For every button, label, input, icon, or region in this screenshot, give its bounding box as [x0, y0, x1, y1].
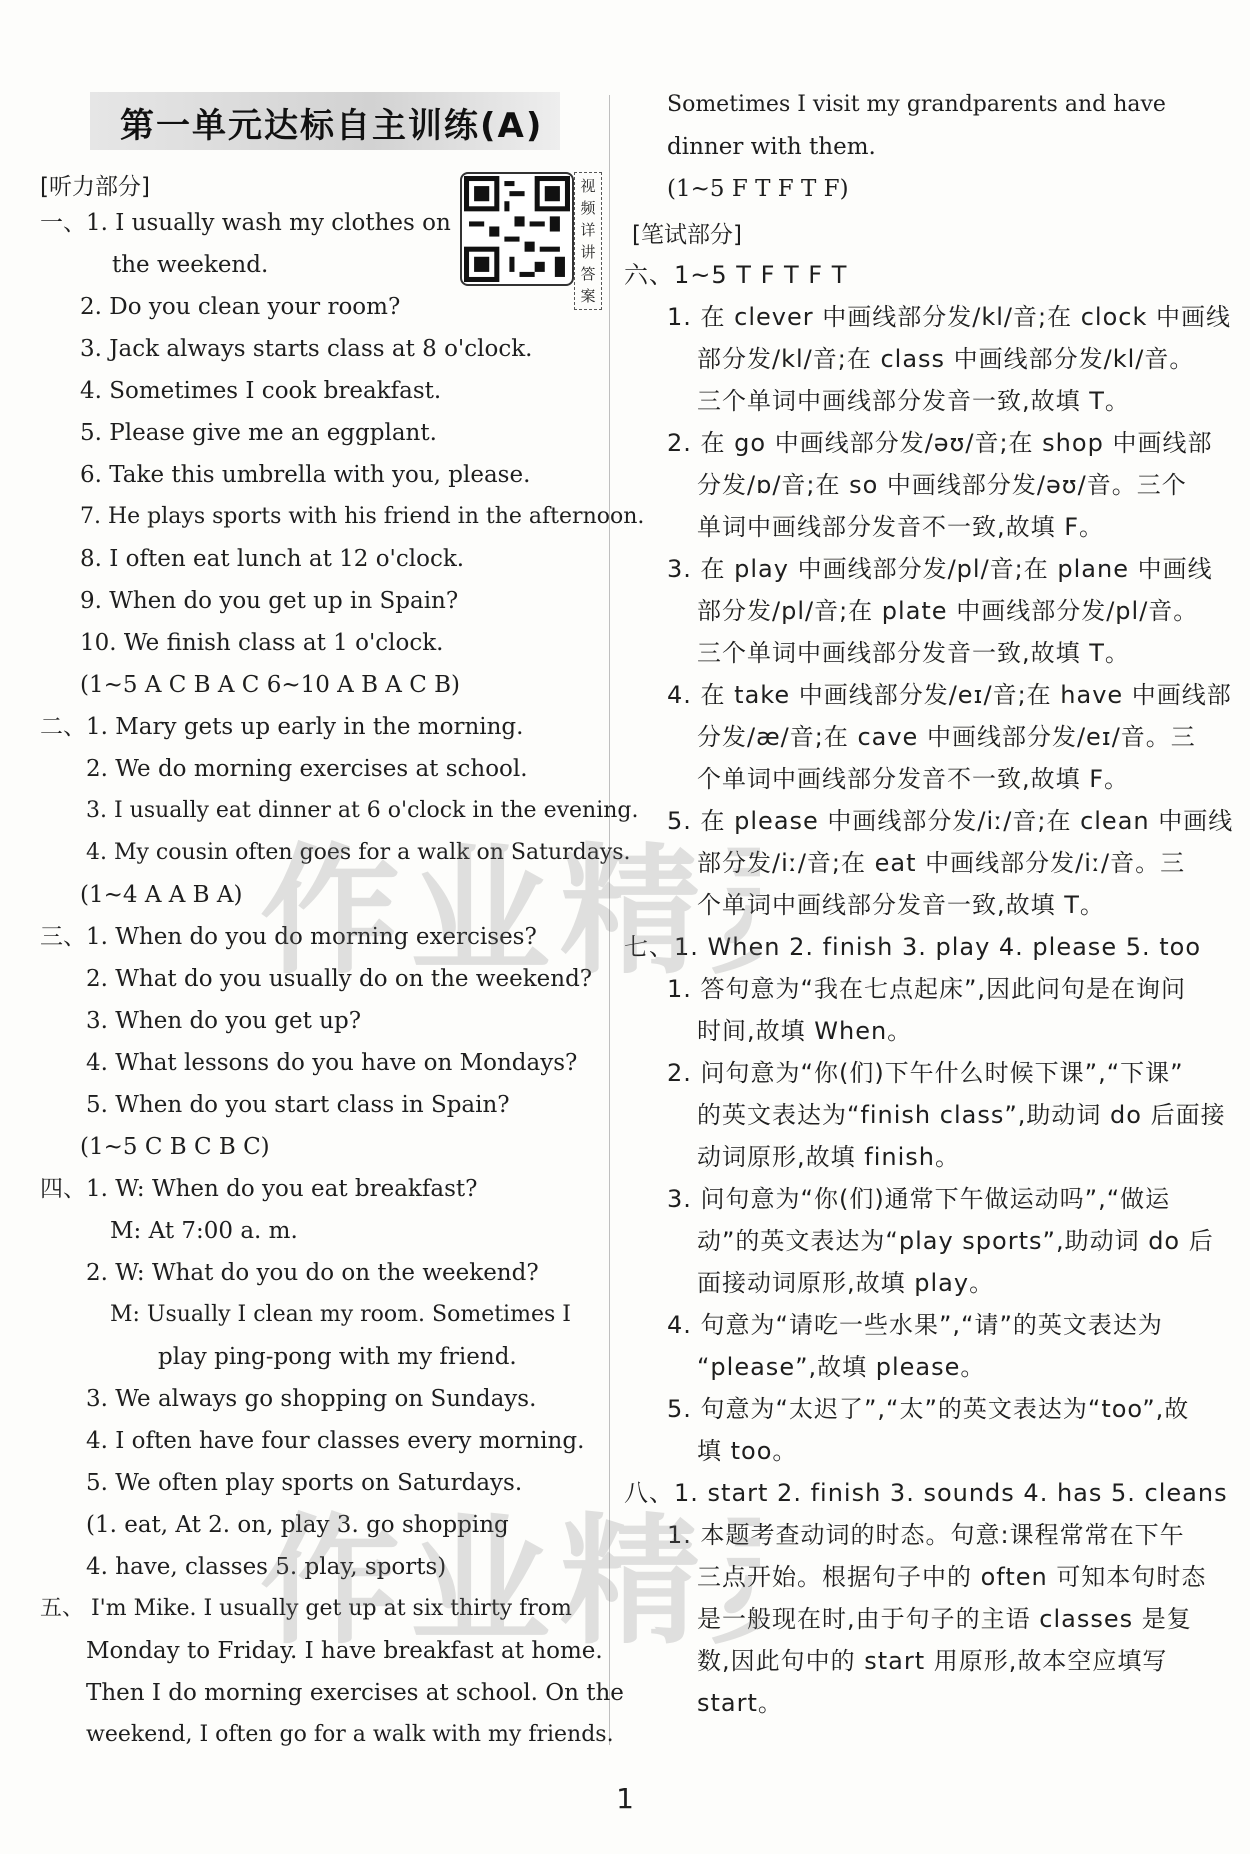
right-line: 4. 句意为“请吃一些水果”,“请”的英文表达为: [667, 1311, 1163, 1339]
left-line: 2. We do morning exercises at school.: [86, 756, 528, 782]
left-line: 5. We often play sports on Saturdays.: [86, 1470, 523, 1496]
left-line: 五、 I'm Mike. I usually get up at six thirty from: [40, 1596, 572, 1621]
watermark-lower-icon: [260, 1500, 760, 1660]
watermark-text: 作业精: [260, 831, 711, 990]
answer-key: 4. have, classes 5. play, sports): [86, 1554, 447, 1580]
right-line: 1. 在 clever 中画线部分发/kl/音;在 clock 中画线: [667, 303, 1231, 331]
right-line: 分发/æ/音;在 cave 中画线部分发/eɪ/音。三: [697, 723, 1196, 751]
left-line: 3. We always go shopping on Sundays.: [86, 1386, 537, 1412]
qr-code[interactable]: [460, 172, 574, 286]
right-line: start。: [697, 1689, 783, 1717]
watermark: [260, 830, 760, 1026]
right-line: 2. 问句意为“你(们)下午什么时候下课”,“下课”: [667, 1059, 1184, 1087]
left-line: 二、1. Mary gets up early in the morning.: [40, 714, 524, 740]
right-line: 部分发/kl/音;在 class 中画线部分发/kl/音。: [697, 345, 1195, 373]
left-line: M: Usually I clean my room. Sometimes I: [110, 1302, 571, 1327]
left-line: 3. I usually eat dinner at 6 o'clock in the evening.: [86, 798, 639, 823]
right-line: 填 too。: [697, 1437, 798, 1465]
left-line: play ping-pong with my friend.: [158, 1344, 517, 1370]
right-line: 面接动词原形,故填 play。: [697, 1269, 995, 1297]
right-line: 2. 在 go 中画线部分发/əʊ/音;在 shop 中画线部: [667, 429, 1213, 457]
right-line: 分发/ɒ/音;在 so 中画线部分发/əʊ/音。三个: [697, 471, 1187, 499]
left-line: 4. I often have four classes every morning.: [86, 1428, 585, 1454]
left-line: 2. W: What do you do on the weekend?: [86, 1260, 539, 1286]
left-line: 8. I often eat lunch at 12 o'clock.: [80, 546, 465, 572]
right-line: 部分发/iː/音;在 eat 中画线部分发/iː/音。三: [697, 849, 1186, 877]
right-line: 三个单词中画线部分发音一致,故填 T。: [697, 639, 1130, 667]
watermark: [260, 1500, 760, 1696]
right-line: 单词中画线部分发音不一致,故填 F。: [697, 513, 1105, 541]
left-line: Then I do morning exercises at school. On the: [86, 1680, 624, 1706]
answer-key: (1~5 C B C B C): [80, 1134, 270, 1160]
listening-section-header: [听力部分]: [40, 174, 150, 200]
left-line: 5. When do you start class in Spain?: [86, 1092, 510, 1118]
right-line: 三个单词中画线部分发音一致,故填 T。: [697, 387, 1130, 415]
left-line: 3. Jack always starts class at 8 o'clock.: [80, 336, 533, 362]
left-line: 9. When do you get up in Spain?: [80, 588, 459, 614]
left-line: 一、1. I usually wash my clothes on: [40, 210, 451, 236]
page-number: 1: [616, 1782, 634, 1815]
right-line: 动”的英文表达为“play sports”,助动词 do 后: [697, 1227, 1214, 1255]
right-line: 的英文表达为“finish class”,助动词 do 后面接: [697, 1101, 1226, 1129]
left-line: 四、1. W: When do you eat breakfast?: [40, 1176, 478, 1202]
left-line: 5. Please give me an eggplant.: [80, 420, 437, 446]
watermark-upper-icon: [260, 830, 760, 990]
left-line: 7. He plays sports with his friend in the afternoon.: [80, 504, 645, 529]
right-line: 5. 句意为“太迟了”,“太”的英文表达为“too”,故: [667, 1395, 1190, 1423]
left-line: M: At 7:00 a. m.: [110, 1218, 298, 1244]
right-line: 八、1. start 2. finish 3. sounds 4. has 5. cleans: [624, 1479, 1228, 1507]
right-line: Sometimes I visit my grandparents and have: [667, 92, 1166, 117]
right-line: dinner with them.: [667, 134, 876, 160]
right-line: 个单词中画线部分发音一致,故填 T。: [697, 891, 1105, 919]
right-line: 5. 在 please 中画线部分发/iː/音;在 clean 中画线: [667, 807, 1234, 835]
right-line: “please”,故填 please。: [697, 1353, 986, 1381]
answer-key: (1~5 F T F T F): [667, 176, 849, 202]
left-line: weekend, I often go for a walk with my friends.: [86, 1722, 614, 1747]
left-line: 4. My cousin often goes for a walk on Saturdays.: [86, 840, 631, 865]
left-line: 3. When do you get up?: [86, 1008, 362, 1034]
right-line: 1. 答句意为“我在七点起床”,因此问句是在询问: [667, 975, 1187, 1003]
left-line: 4. What lessons do you have on Mondays?: [86, 1050, 578, 1076]
right-line: 是一般现在时,由于句子的主语 classes 是复: [697, 1605, 1192, 1633]
qr-pattern-icon: [464, 176, 570, 282]
written-section-header: [笔试部分]: [632, 222, 742, 248]
answer-key: (1. eat, At 2. on, play 3. go shopping: [86, 1512, 509, 1538]
right-line: 六、1~5 T F T F T: [624, 261, 848, 289]
watermark-text: 作业精: [260, 1501, 711, 1660]
right-line: 3. 问句意为“你(们)通常下午做运动吗”,“做运: [667, 1185, 1171, 1213]
qr-label: 视频详讲答案: [574, 172, 602, 310]
page-title: 第一单元达标自主训练(A): [120, 106, 544, 146]
right-line: 4. 在 take 中画线部分发/eɪ/音;在 have 中画线部: [667, 681, 1232, 709]
right-line: 时间,故填 When。: [697, 1017, 913, 1045]
right-line: 三点开始。根据句子中的 often 可知本句时态: [697, 1563, 1207, 1591]
right-line: 部分发/pl/音;在 plate 中画线部分发/pl/音。: [697, 597, 1199, 625]
right-line: 动词原形,故填 finish。: [697, 1143, 960, 1171]
left-line: 10. We finish class at 1 o'clock.: [80, 630, 444, 656]
left-line: 三、1. When do you do morning exercises?: [40, 924, 537, 950]
right-line: 个单词中画线部分发音不一致,故填 F。: [697, 765, 1130, 793]
left-line: 2. Do you clean your room?: [80, 294, 401, 320]
right-line: 数,因此句中的 start 用原形,故本空应填写: [697, 1647, 1168, 1675]
left-line: Monday to Friday. I have breakfast at home.: [86, 1638, 603, 1664]
right-line: 3. 在 play 中画线部分发/pl/音;在 plane 中画线: [667, 555, 1213, 583]
right-line: 1. 本题考查动词的时态。句意:课程常常在下午: [667, 1521, 1185, 1549]
left-line: the weekend.: [112, 252, 269, 278]
right-line: 七、1. When 2. finish 3. play 4. please 5. too: [624, 933, 1202, 961]
answer-key: (1~4 A A B A): [80, 882, 243, 908]
left-line: 6. Take this umbrella with you, please.: [80, 462, 531, 488]
left-line: 2. What do you usually do on the weekend?: [86, 966, 593, 992]
answer-key: (1~5 A C B A C 6~10 A B A C B): [80, 672, 461, 698]
left-line: 4. Sometimes I cook breakfast.: [80, 378, 442, 404]
